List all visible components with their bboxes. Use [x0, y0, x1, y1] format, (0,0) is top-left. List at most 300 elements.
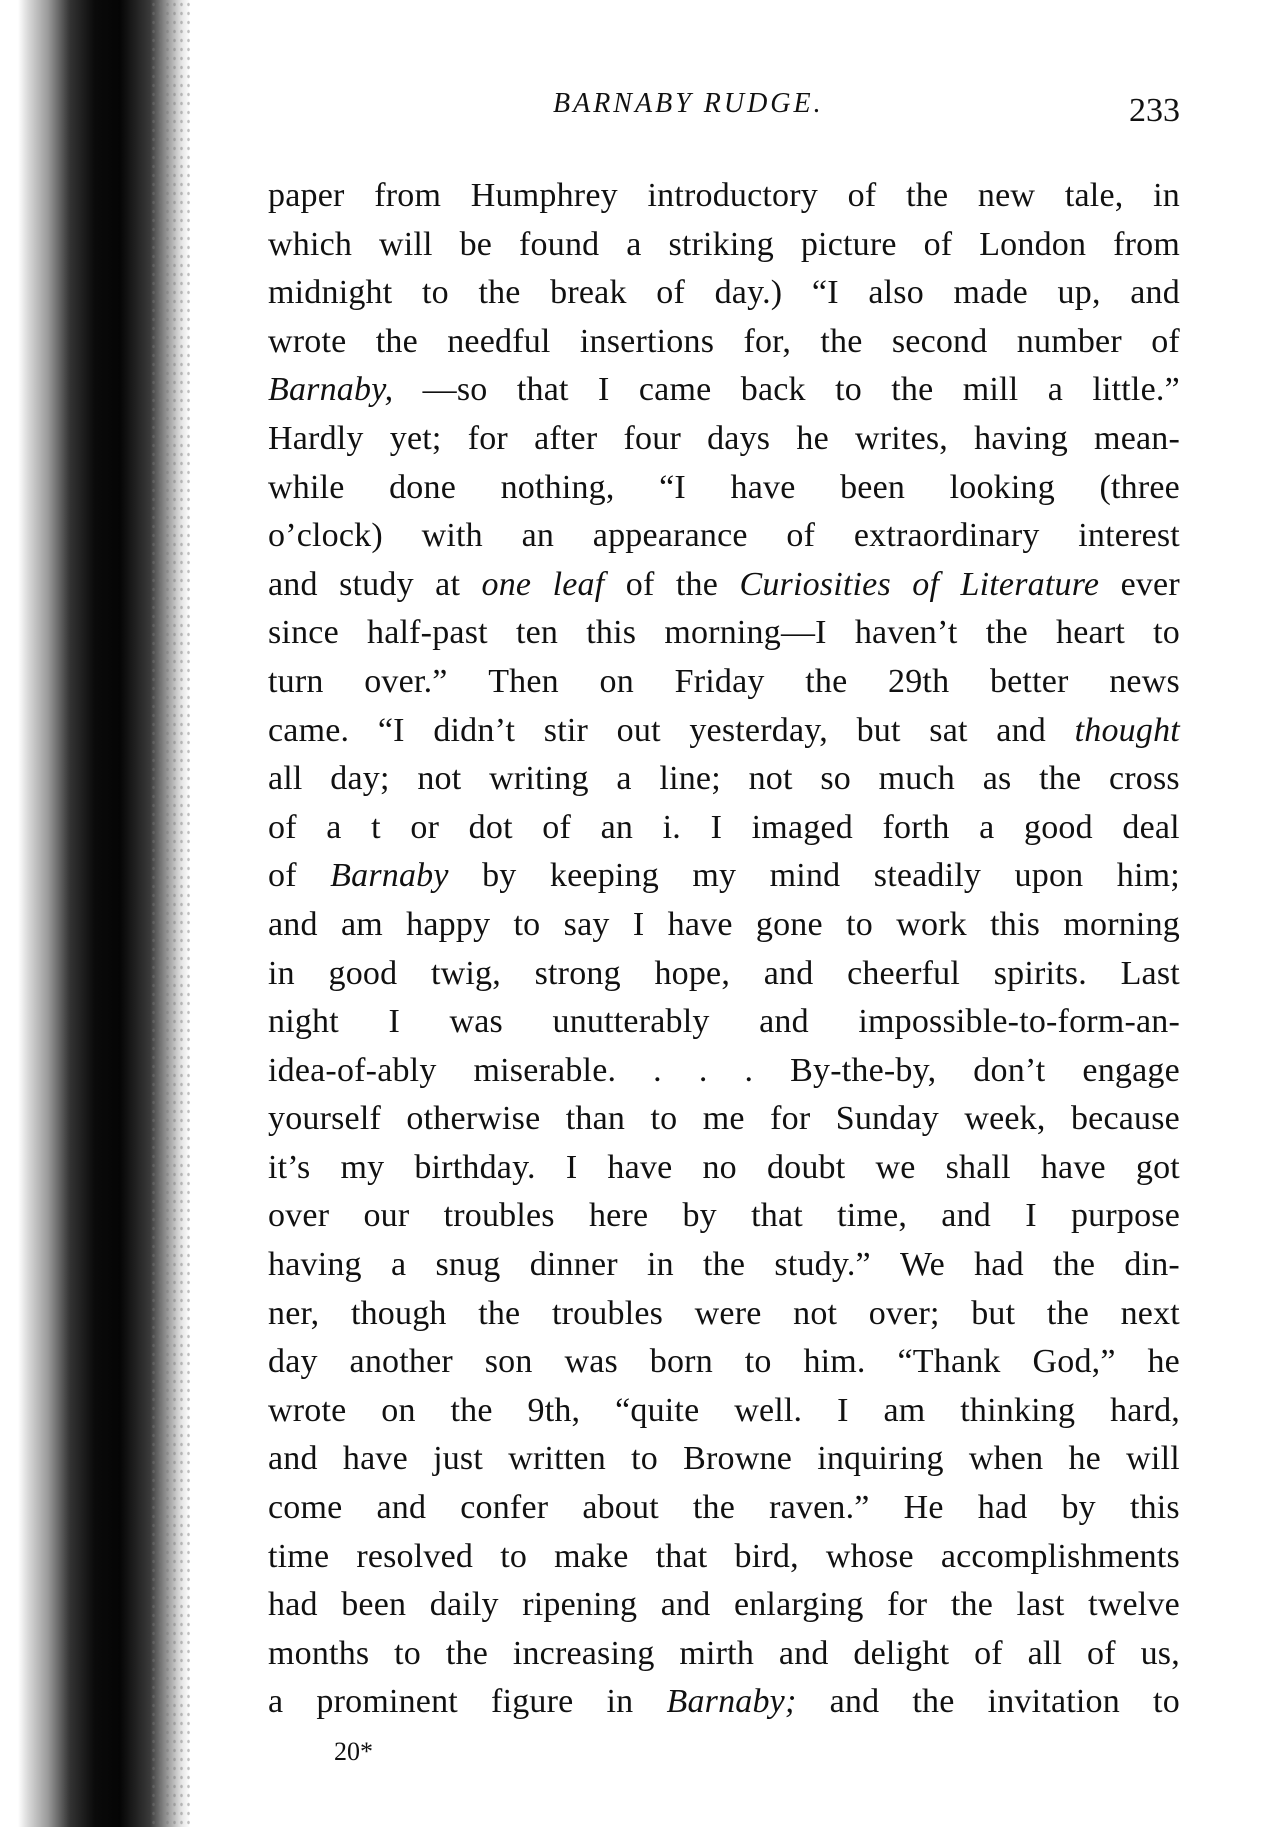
- word: when: [968, 1440, 1044, 1478]
- word: the: [703, 1246, 746, 1284]
- word: of: [1151, 322, 1180, 360]
- word: written: [508, 1440, 606, 1478]
- word: with: [421, 517, 483, 555]
- word: Hardly: [268, 419, 364, 457]
- word: strong: [534, 954, 621, 992]
- word: midnight: [268, 274, 393, 312]
- word: a: [1047, 371, 1063, 409]
- text-line: [268, 1678, 1180, 1727]
- text-line: [268, 609, 1180, 658]
- word: the: [478, 1294, 521, 1332]
- word: looking: [949, 468, 1055, 506]
- word: idea-of-ably: [268, 1051, 437, 1089]
- word: the: [985, 614, 1028, 652]
- word: Barnaby;: [666, 1683, 797, 1721]
- word: come: [268, 1489, 343, 1527]
- word: impossible-to-form-an-: [858, 1003, 1180, 1041]
- word: i.: [662, 808, 681, 846]
- word: stir: [543, 711, 589, 749]
- word: having: [268, 1246, 362, 1284]
- text-line: [268, 1095, 1180, 1144]
- word: enlarging: [733, 1586, 864, 1624]
- word: Humphrey: [470, 177, 618, 214]
- signature-mark: 20*: [334, 1737, 373, 1766]
- word: was: [449, 1003, 503, 1041]
- word: not: [417, 760, 462, 798]
- word: deal: [1122, 808, 1180, 846]
- text-line: [268, 172, 1180, 221]
- word: Last: [1120, 954, 1180, 992]
- word: of: [542, 808, 572, 846]
- word: born: [649, 1343, 713, 1381]
- word: have: [667, 905, 733, 943]
- running-title: BARNABY RUDGE.: [553, 88, 824, 119]
- word: better: [989, 662, 1069, 700]
- word: to: [1153, 614, 1180, 652]
- word: so: [820, 760, 851, 798]
- word: he: [1147, 1343, 1180, 1381]
- word: writes,: [855, 419, 949, 457]
- word: thought: [1074, 711, 1180, 749]
- word: that: [751, 1197, 803, 1235]
- word: engage: [1082, 1051, 1180, 1089]
- word: paper: [268, 177, 345, 214]
- word: “Thank: [897, 1343, 1001, 1381]
- word: him;: [1116, 857, 1180, 895]
- word: this: [1129, 1489, 1180, 1527]
- word: picture: [800, 225, 897, 263]
- word: keeping: [549, 857, 659, 895]
- word: Then: [488, 662, 559, 700]
- word: am: [340, 905, 383, 943]
- text-line: [268, 1338, 1180, 1387]
- word: up,: [1057, 274, 1101, 312]
- word: and: [1130, 274, 1180, 312]
- text-line: [268, 1387, 1180, 1436]
- word: having: [974, 419, 1068, 457]
- word: work: [896, 905, 967, 943]
- word: a: [268, 1683, 284, 1721]
- word: by: [1061, 1489, 1096, 1527]
- word: the: [1046, 1294, 1089, 1332]
- word: hope,: [654, 954, 731, 992]
- word: of: [786, 517, 816, 555]
- word: days: [707, 419, 771, 457]
- word: much: [878, 760, 955, 798]
- word: and: [268, 905, 318, 943]
- word: .: [744, 1051, 754, 1089]
- text-line: [268, 950, 1180, 999]
- word: ever: [1120, 565, 1180, 603]
- word: mind: [769, 857, 841, 895]
- word: which: [268, 225, 353, 263]
- word: an: [521, 517, 555, 555]
- word: whose: [825, 1537, 914, 1575]
- word: heart: [1056, 614, 1125, 652]
- word: don’t: [973, 1051, 1046, 1089]
- word: t: [371, 808, 381, 846]
- word: to: [394, 1634, 422, 1672]
- word: of: [268, 857, 297, 895]
- word: ten: [515, 614, 559, 652]
- word: didn’t: [433, 711, 516, 749]
- word: to: [421, 274, 449, 312]
- word: mill: [962, 371, 1019, 409]
- word: insertions: [579, 322, 715, 360]
- word: time: [268, 1537, 330, 1575]
- word: had: [268, 1586, 318, 1624]
- word: to: [631, 1440, 658, 1478]
- text-line: [268, 1533, 1180, 1582]
- word: day;: [330, 760, 390, 798]
- word: over.”: [364, 662, 448, 700]
- word: another: [349, 1343, 453, 1381]
- text-line: [268, 1581, 1180, 1630]
- word: and: [376, 1489, 427, 1527]
- word: to: [846, 905, 873, 943]
- word: that: [655, 1537, 708, 1575]
- word: have: [342, 1440, 408, 1478]
- word: day.): [714, 274, 783, 312]
- word: doubt: [766, 1148, 846, 1186]
- word: yourself: [268, 1100, 382, 1138]
- word: mirth: [679, 1634, 755, 1672]
- word: over: [268, 1197, 330, 1235]
- word: figure: [491, 1683, 574, 1721]
- word: that: [516, 371, 569, 409]
- word: delight: [853, 1634, 950, 1672]
- text-line: [268, 901, 1180, 950]
- text-line: [268, 1047, 1180, 1096]
- word: thinking: [960, 1391, 1076, 1429]
- word: wrote: [268, 322, 347, 360]
- word: on: [381, 1391, 416, 1429]
- word: (three: [1099, 468, 1180, 506]
- word: imaged: [751, 808, 853, 846]
- word: the: [1053, 1246, 1096, 1284]
- text-line: [268, 804, 1180, 853]
- word: dinner: [529, 1246, 618, 1284]
- word: yet;: [389, 419, 442, 457]
- word: as: [982, 760, 1012, 798]
- word: next: [1120, 1294, 1180, 1332]
- word: he: [1068, 1440, 1101, 1478]
- word: though: [350, 1294, 447, 1332]
- word: good: [1024, 808, 1093, 846]
- word: dot: [468, 808, 513, 846]
- word: were: [694, 1294, 762, 1332]
- word: purpose: [1070, 1197, 1180, 1235]
- word: the: [450, 1391, 493, 1429]
- word: one: [481, 565, 532, 603]
- word: .: [653, 1051, 662, 1089]
- running-head: [268, 78, 1180, 138]
- word: and: [268, 565, 318, 603]
- word: son: [484, 1343, 533, 1381]
- word: made: [953, 274, 1028, 312]
- body-text: [268, 172, 1180, 1727]
- word: ripening: [522, 1586, 638, 1624]
- word: in: [1153, 177, 1180, 214]
- word: the: [906, 177, 949, 214]
- word: about: [582, 1489, 659, 1527]
- word: birthday.: [414, 1148, 536, 1186]
- word: to: [500, 1537, 528, 1575]
- word: I: [1025, 1197, 1037, 1235]
- word: came: [638, 371, 712, 409]
- text-line: [268, 1290, 1180, 1339]
- word: to: [1153, 1683, 1180, 1721]
- word: the: [820, 322, 863, 360]
- word: cheerful: [847, 954, 961, 992]
- word: morning—I: [664, 614, 827, 652]
- word: introductory: [647, 177, 818, 214]
- word: din-: [1124, 1246, 1180, 1284]
- word: extraordinary: [853, 517, 1040, 555]
- text-line: [268, 755, 1180, 804]
- word: all: [1027, 1634, 1063, 1672]
- word: of: [847, 177, 877, 214]
- word: be: [459, 225, 493, 263]
- word: turn: [268, 662, 324, 700]
- word: in: [268, 954, 295, 992]
- word: nothing,: [500, 468, 615, 506]
- word: upon: [1014, 857, 1084, 895]
- word: mean-: [1094, 419, 1180, 457]
- word: I: [837, 1391, 849, 1429]
- text-line: [268, 415, 1180, 464]
- word: o’clock): [268, 517, 383, 555]
- word: been: [341, 1586, 407, 1624]
- word: miserable.: [473, 1051, 617, 1089]
- word: and: [759, 1003, 809, 1041]
- word: line;: [659, 760, 721, 798]
- word: appearance: [592, 517, 748, 555]
- word: ner,: [268, 1294, 320, 1332]
- text-line: [268, 464, 1180, 513]
- word: morning: [1063, 905, 1180, 943]
- word: inquiring: [817, 1440, 944, 1478]
- word: make: [554, 1537, 629, 1575]
- word: a: [616, 760, 632, 798]
- word: of: [625, 565, 655, 603]
- word: in: [646, 1246, 674, 1284]
- word: I: [565, 1148, 578, 1186]
- book-page: [268, 78, 1180, 1767]
- word: a: [326, 808, 342, 846]
- word: of: [1087, 1634, 1116, 1672]
- word: from: [374, 177, 442, 214]
- word: of: [974, 1634, 1003, 1672]
- word: gone: [755, 905, 823, 943]
- word: back: [740, 371, 806, 409]
- word: this: [586, 614, 637, 652]
- word: “I: [811, 274, 839, 312]
- word: leaf: [552, 565, 605, 603]
- word: invitation: [987, 1683, 1120, 1721]
- word: night: [268, 1003, 339, 1041]
- word: Friday: [674, 662, 765, 700]
- text-line: [268, 512, 1180, 561]
- word: raven.”: [769, 1489, 870, 1527]
- word: 9th,: [527, 1391, 581, 1429]
- word: us,: [1140, 1634, 1180, 1672]
- text-line: [268, 852, 1180, 901]
- text-line: [268, 269, 1180, 318]
- word: number: [1016, 322, 1122, 360]
- word: Barnaby,: [268, 371, 394, 409]
- word: we: [875, 1148, 916, 1186]
- word: week,: [964, 1100, 1046, 1138]
- text-line: [268, 707, 1180, 756]
- word: months: [268, 1634, 370, 1672]
- word: for: [467, 419, 508, 457]
- word: daily: [429, 1586, 499, 1624]
- word: for: [887, 1586, 928, 1624]
- word: the: [478, 274, 521, 312]
- word: well.: [734, 1391, 803, 1429]
- word: last: [1016, 1586, 1065, 1624]
- word: the: [375, 322, 418, 360]
- word: new: [977, 177, 1036, 214]
- text-line: [268, 1630, 1180, 1679]
- word: or: [410, 808, 440, 846]
- word: him.: [803, 1343, 866, 1381]
- word: We: [900, 1246, 945, 1284]
- word: twelve: [1088, 1586, 1180, 1624]
- word: and: [829, 1683, 880, 1721]
- word: Browne: [683, 1440, 792, 1478]
- word: resolved: [356, 1537, 474, 1575]
- word: of: [656, 274, 686, 312]
- text-line: [268, 1435, 1180, 1484]
- word: twig,: [430, 954, 501, 992]
- word: came.: [268, 711, 350, 749]
- word: otherwise: [406, 1100, 541, 1138]
- word: four: [623, 419, 681, 457]
- word: “I: [659, 468, 686, 506]
- text-line: [268, 658, 1180, 707]
- word: interest: [1078, 517, 1180, 555]
- word: half-past: [367, 614, 488, 652]
- word: am: [883, 1391, 926, 1429]
- word: “I: [377, 711, 405, 749]
- word: of: [923, 225, 953, 263]
- word: he: [796, 419, 829, 457]
- word: of: [912, 565, 940, 603]
- word: haven’t: [854, 614, 958, 652]
- word: not: [793, 1294, 838, 1332]
- word: have: [730, 468, 796, 506]
- word: snug: [435, 1246, 501, 1284]
- word: and: [996, 711, 1046, 749]
- word: done: [389, 468, 457, 506]
- word: will: [1126, 1440, 1180, 1478]
- word: an: [600, 808, 634, 846]
- word: have: [607, 1148, 673, 1186]
- word: our: [363, 1197, 410, 1235]
- word: had: [977, 1489, 1028, 1527]
- word: forth: [882, 808, 950, 846]
- word: but: [971, 1294, 1016, 1332]
- word: on: [599, 662, 634, 700]
- word: my: [340, 1148, 385, 1186]
- text-line: [268, 318, 1180, 367]
- word: from: [1113, 225, 1180, 263]
- word: cross: [1108, 760, 1180, 798]
- word: the: [1039, 760, 1082, 798]
- word: not: [748, 760, 793, 798]
- word: it’s: [268, 1148, 311, 1186]
- word: my: [692, 857, 737, 895]
- word: a: [626, 225, 642, 263]
- word: I: [710, 808, 723, 846]
- word: bird,: [734, 1537, 799, 1575]
- word: troubles: [551, 1294, 664, 1332]
- word: by: [482, 857, 517, 895]
- word: spirits.: [993, 954, 1087, 992]
- word: increasing: [512, 1634, 655, 1672]
- word: yesterday,: [689, 711, 828, 749]
- word: me: [702, 1100, 745, 1138]
- text-line: [268, 366, 1180, 415]
- word: Barnaby: [330, 857, 449, 895]
- word: a: [979, 808, 995, 846]
- word: just: [433, 1440, 483, 1478]
- word: the: [912, 1683, 955, 1721]
- word: in: [606, 1683, 634, 1721]
- word: sat: [929, 711, 968, 749]
- word: good: [328, 954, 398, 992]
- word: I: [632, 905, 645, 943]
- word: unutterably: [552, 1003, 710, 1041]
- word: prominent: [316, 1683, 458, 1721]
- word: the: [950, 1586, 993, 1624]
- word: shall: [945, 1148, 1011, 1186]
- word: of: [268, 808, 297, 846]
- word: Literature: [960, 565, 1100, 603]
- word: —so: [422, 371, 488, 409]
- word: day: [268, 1343, 318, 1381]
- word: God,”: [1032, 1343, 1116, 1381]
- word: news: [1109, 662, 1180, 700]
- word: .: [698, 1051, 708, 1089]
- text-line: [268, 561, 1180, 610]
- word: found: [519, 225, 600, 263]
- word: after: [534, 419, 598, 457]
- word: striking: [668, 225, 774, 263]
- word: no: [702, 1148, 737, 1186]
- word: since: [268, 614, 339, 652]
- word: out: [616, 711, 661, 749]
- word: writing: [489, 760, 589, 798]
- word: 29th: [888, 662, 950, 700]
- word: little.”: [1092, 371, 1180, 409]
- word: for: [770, 1100, 811, 1138]
- word: needful: [447, 322, 551, 360]
- word: to: [744, 1343, 772, 1381]
- word: steadily: [873, 857, 982, 895]
- word: say: [563, 905, 610, 943]
- word: have: [1040, 1148, 1106, 1186]
- word: and: [763, 954, 814, 992]
- word: I: [598, 371, 610, 409]
- word: the: [891, 371, 934, 409]
- word: been: [840, 468, 906, 506]
- word: will: [379, 225, 433, 263]
- text-line: [268, 1192, 1180, 1241]
- word: and: [268, 1440, 318, 1478]
